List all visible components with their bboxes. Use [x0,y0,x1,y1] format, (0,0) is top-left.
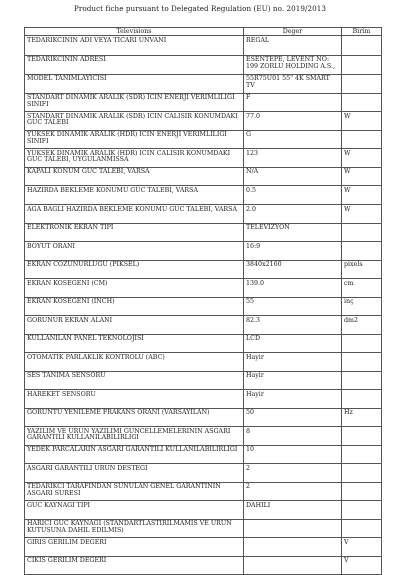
product-fiche-table [24,27,382,575]
row-value: 2.0 [244,205,342,224]
row-unit: W [342,205,382,224]
table-row [25,482,382,501]
row-label: GORUNTU YENILEME FRAKANS ORANI (VARSAYILAN) [25,408,244,427]
row-label: GUC KAYNAGI TIPI [25,501,244,520]
row-value: LCD [244,334,342,353]
table-row [25,538,382,557]
row-label: YUKSEK DINAMIK ARALIK (HDR) ICIN CALISIR KONUMDAKI GUC TALEBI, UYGULANMISSA [25,149,244,168]
row-label: KULLANILAN PANEL TEKNOLOJISI [25,334,244,353]
table-row [25,408,382,427]
table-row [25,556,382,575]
row-unit [342,36,382,56]
table-row [25,36,382,56]
row-unit: Hz [342,408,382,427]
row-unit [342,74,382,93]
table-row [25,279,382,298]
row-label: BOYUT ORANI [25,242,244,261]
table-row [25,205,382,224]
row-value: DAHILI [244,501,342,520]
row-unit [342,371,382,390]
header-unit: Birim [342,28,382,36]
row-unit: W [342,186,382,205]
table-row [25,390,382,409]
table-row [25,519,382,538]
row-unit [342,519,382,538]
row-label: ASGARI GARANTILI URUN DESTEGI [25,464,244,483]
row-unit: pixels [342,260,382,279]
header-product: Televisions [25,28,244,36]
table-body [25,36,382,575]
row-unit [342,242,382,261]
row-value: 2 [244,464,342,483]
row-value: 50 [244,408,342,427]
row-unit: dm2 [342,316,382,335]
row-value: 123 [244,149,342,168]
row-value: Hayir [244,390,342,409]
row-value: G [244,130,342,149]
row-unit [342,390,382,409]
row-label: GIRIS GERILIM DEGERI [25,538,244,557]
table-row [25,353,382,372]
row-value: 77.0 [244,112,342,131]
row-unit [342,130,382,149]
row-label: YEDEK PARCALARIN ASGARI GARANTILI KULLANILABILIRLIGI [25,445,244,464]
row-label: HAREKET SENSORU [25,390,244,409]
row-unit: inç [342,297,382,316]
row-label: TEDARIKCI TARAFINDAN SUNULAN GENEL GARANTININ ASGARI SURESI [25,482,244,501]
table-row [25,501,382,520]
row-unit [342,482,382,501]
row-label: STANDART DINAMIK ARALIK (SDR) ICIN ENERJI VERIMLILIGI SINIFI [25,93,244,112]
row-label: YAZILIM VE URUN YAZILIMI GUNCELLEMELERININ ASGARI GARANTILI KULLANILABILIRLIGI [25,427,244,446]
row-value: 55R75U01 55" 4K SMART TV [244,74,342,93]
row-label: TEDARIKCININ ADRESI [25,55,244,74]
row-label: STANDART DINAMIK ARALIK (SDR) ICIN CALISIR KONUMDAKI GUC TALEBI [25,112,244,131]
row-value: ESENTEPE, LEVENT NO: 199 ZORLU HOLDING A.S., [244,55,342,74]
row-value: 0.5 [244,186,342,205]
row-label: TEDARIKCININ ADI VEYA TICARI UNVANI [25,36,244,56]
header-value: Deger [244,28,342,36]
row-unit [342,334,382,353]
row-label: HARICI GUC KAYNAGI (STANDARTLASTIRILMAMIS VE URUN KUTUSUNA DAHIL EDILMIS) [25,519,244,538]
table-row [25,371,382,390]
row-label: EKRAN COZUNURLUGU (PIKSEL) [25,260,244,279]
row-value: F [244,93,342,112]
row-label: MODEL TANIMLAYICISI [25,74,244,93]
row-value [244,538,342,557]
table-row [25,55,382,74]
row-unit [342,223,382,242]
row-value: REGAL [244,36,342,56]
row-label: GORUNUR EKRAN ALANI [25,316,244,335]
row-label: CIKIS GERILIM DEGERI [25,556,244,575]
row-unit [342,464,382,483]
row-value: 139.0 [244,279,342,298]
row-unit: W [342,149,382,168]
table-row [25,242,382,261]
table-row [25,334,382,353]
row-value: 55 [244,297,342,316]
row-value [244,519,342,538]
row-label: EKRAN KOSEGENI (INCH) [25,297,244,316]
row-unit [342,427,382,446]
row-label: AGA BAGLI HAZIRDA BEKLEME KONUMU GUC TALEBI, VARSA [25,205,244,224]
table-row [25,112,382,131]
table-row [25,464,382,483]
table-row [25,130,382,149]
row-label: ELEKTRONIK EKRAN TIPI [25,223,244,242]
row-label: SES TANIMA SENSORU [25,371,244,390]
row-label: EKRAN KOSEGENI (CM) [25,279,244,298]
row-value: 16:9 [244,242,342,261]
row-value: 82.3 [244,316,342,335]
row-value: N/A [244,167,342,186]
table-row [25,167,382,186]
table-row [25,297,382,316]
row-label: HAZIRDA BEKLEME KONUMU GUC TALEBI, VARSA [25,186,244,205]
table-row [25,445,382,464]
row-label: KAPALI KONUM GUC TALEBI, VARSA [25,167,244,186]
row-unit [342,55,382,74]
row-label: OTOMATIK PARLAKLIK KONTROLU (ABC) [25,353,244,372]
row-unit [342,501,382,520]
table-row [25,93,382,112]
table-row [25,260,382,279]
row-unit [342,93,382,112]
row-unit: W [342,112,382,131]
row-value: Hayir [244,371,342,390]
table-row [25,74,382,93]
row-value: 8 [244,427,342,446]
table-row [25,316,382,335]
row-unit [342,445,382,464]
row-value [244,556,342,575]
row-unit: V [342,538,382,557]
table-header-row [25,28,382,36]
row-value: 2 [244,482,342,501]
row-value: Hayir [244,353,342,372]
row-unit: cm [342,279,382,298]
table-row [25,186,382,205]
row-value: 10 [244,445,342,464]
table-row [25,223,382,242]
page-title: Product fiche pursuant to Delegated Regulation (EU) no. 2019/2013 [74,4,326,13]
row-value: 3840x2160 [244,260,342,279]
row-label: YUKSEK DINAMIK ARALIK (HDR) ICIN ENERJI VERIMLILIGI SINIFI [25,130,244,149]
table-row [25,149,382,168]
row-unit: V [342,556,382,575]
row-unit: W [342,167,382,186]
table-row [25,427,382,446]
row-unit [342,353,382,372]
row-value: TELEVIZYON [244,223,342,242]
